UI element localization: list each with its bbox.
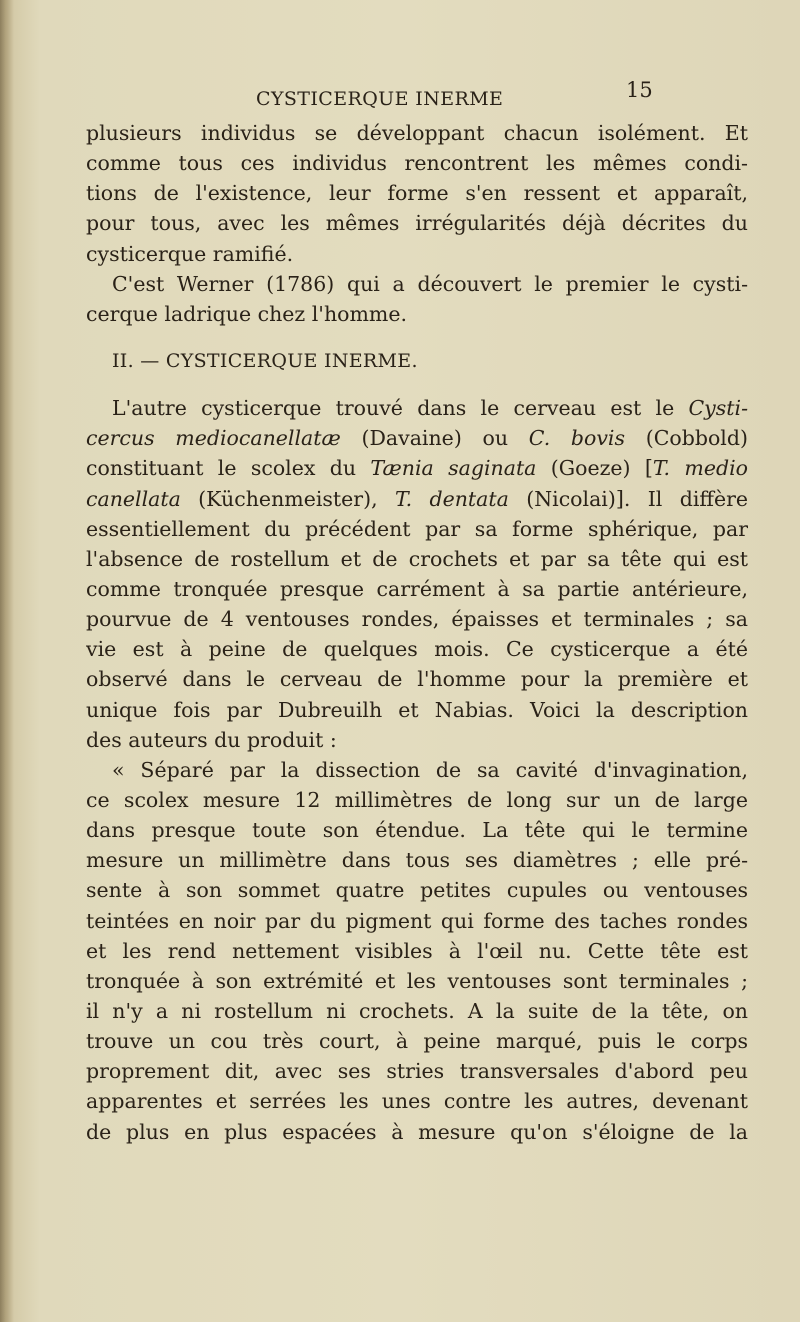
text-line: tronquée à son extrémité et les ventouses sont terminales ; bbox=[86, 968, 748, 993]
text-line: cerque ladrique chez l'homme. bbox=[86, 301, 408, 326]
running-title: CYSTICERQUE INERME bbox=[256, 88, 504, 110]
binding-edge bbox=[0, 0, 14, 1322]
text-line: cercus mediocanellatæ (Davaine) ou C. bovis (Cobbold) bbox=[86, 426, 748, 451]
text-line: teintées en noir par du pigment qui forme des taches rondes bbox=[86, 908, 748, 933]
page-number: 15 bbox=[626, 78, 653, 102]
text-line: comme tous ces individus rencontrent les mêmes condi- bbox=[86, 151, 748, 176]
section-heading: II. — CYSTICERQUE INERME. bbox=[112, 349, 418, 372]
text-line: canellata (Küchenmeister), T. dentata (Nicolai)]. Il diffère bbox=[86, 486, 748, 511]
text-line: il n'y a ni rostellum ni crochets. A la suite de la tête, on bbox=[86, 998, 748, 1023]
text-line: trouve un cou très court, à peine marqué, puis le corps bbox=[86, 1029, 748, 1054]
text-line: de plus en plus espacées à mesure qu'on s'éloigne de la bbox=[86, 1119, 748, 1144]
text-line: apparentes et serrées les unes contre les autres, devenant bbox=[86, 1089, 748, 1114]
text-line: l'absence de rostellum et de crochets et par sa tête qui est bbox=[86, 546, 748, 571]
text-line: sente à son sommet quatre petites cupules ou ventouses bbox=[86, 878, 748, 903]
text-line: des auteurs du produit : bbox=[86, 727, 337, 752]
text-line: L'autre cysticerque trouvé dans le cerveau est le Cysti- bbox=[112, 396, 748, 421]
text-line: observé dans le cerveau de l'homme pour la première et bbox=[86, 667, 748, 692]
text-line: proprement dit, avec ses stries transversales d'abord peu bbox=[86, 1059, 748, 1084]
text-line: plusieurs individus se développant chacun isolément. Et bbox=[86, 121, 748, 145]
text-line: unique fois par Dubreuilh et Nabias. Voici la description bbox=[86, 697, 748, 722]
text-line: pourvue de 4 ventouses rondes, épaisses et terminales ; sa bbox=[86, 607, 748, 632]
text-line: et les rend nettement visibles à l'œil nu. Cette tête est bbox=[86, 938, 748, 963]
text-line: ce scolex mesure 12 millimètres de long sur un de large bbox=[86, 787, 748, 812]
body-text bbox=[86, 118, 748, 1147]
text-line: comme tronquée presque carrément à sa partie antérieure, bbox=[86, 576, 748, 601]
text-line: essentiellement du précédent par sa forme sphérique, par bbox=[86, 516, 748, 541]
text-line: cysticerque ramifié. bbox=[86, 241, 294, 266]
text-line: tions de l'existence, leur forme s'en ressent et apparaît, bbox=[86, 181, 748, 206]
text-line: « Séparé par la dissection de sa cavité d'invagination, bbox=[112, 757, 748, 782]
text-line: dans presque toute son étendue. La tête qui le termine bbox=[86, 818, 748, 843]
text-line: mesure un millimètre dans tous ses diamètres ; elle pré- bbox=[86, 848, 748, 873]
text-line: vie est à peine de quelques mois. Ce cysticerque a été bbox=[86, 637, 748, 662]
text-line: C'est Werner (1786) qui a découvert le premier le cysti- bbox=[112, 271, 748, 296]
text-line: constituant le scolex du Tænia saginata (Goeze) [T. medio bbox=[86, 456, 748, 481]
text-line: pour tous, avec les mêmes irrégularités déjà décrites du bbox=[86, 211, 748, 236]
